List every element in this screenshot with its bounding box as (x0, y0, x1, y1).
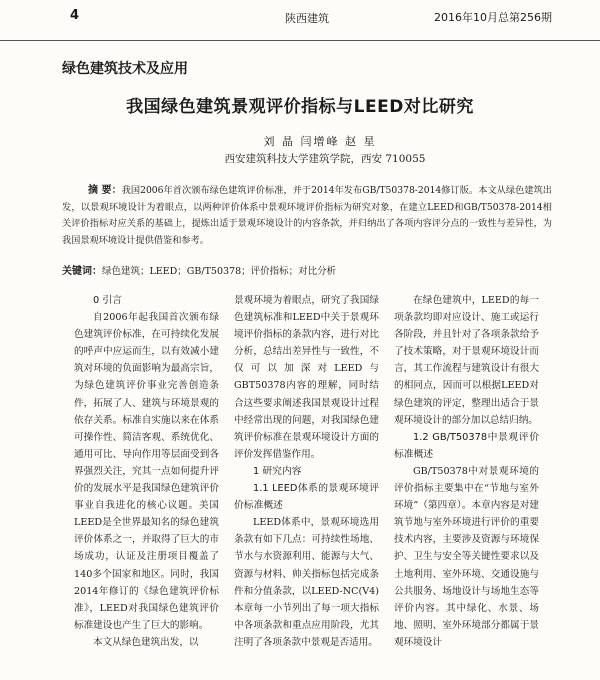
section-heading-intro: 0 引言 (93, 295, 122, 306)
abstract-label: 摘 要： (88, 185, 122, 196)
journal-name: 陕西建筑 (285, 12, 329, 25)
keywords-label: 关键词： (62, 266, 102, 277)
body-paragraph: 本文从绿色建筑出发，以 (93, 636, 199, 648)
issue-info: 2016年10月总第256期 (434, 11, 552, 24)
body-paragraph: GB/T50378中对景观环境的评价指标主要集中在“节地与室外环境”（第四章）。本章内容是对建筑节地与室外环境进行评价的重要技术内容，主要涉及资源与环境保护、卫生与安全等关键性要求以及土地利用、室外环境、交通设施与公共服务、场地设计与场地生态等评价内容。其中绿化、水景、场地、照明、室外环境部分都属于景观环境设计 (394, 465, 539, 648)
authors: 刘 晶 闫增峰 赵 星 (263, 135, 377, 148)
keywords (62, 264, 552, 280)
section-heading-1: 1 研究内容 (253, 465, 302, 477)
body-paragraph: 自2006年起我国首次颁布绿色建筑评价标准，在可持续化发展的呼声中应运而生，以有效减小建筑对环境的负面影响为最高宗旨，为绿色建筑评价事业完善创造条件，拓展了人、建筑与环境景观的依存关系。标准自实施以来在体系可操作性、简洁客观、系统优化、通用可比、导向作用等层面受到各界强烈关注，究其一点如何提升评价的发展水平是我国绿色建筑评价事业自我进化的核心议题。美国LEED是全世界最知名的绿色建筑评价体系之一，并取得了巨大的市场成功，认证及注册项目覆盖了140多个国家和地区。同时，我国2014年修订的《绿色建筑评价标准》，LEED对我国绿色建筑评价标准建设也产生了巨大的影响。 (74, 312, 219, 631)
body-paragraph: 景观环境为着眼点，研究了我国绿色建筑标准和LEED中关于景观环境评价指标的条款内容，进行对比分析，总结出差异性与一致性，不仅可以加深对LEED与GBT50378内容的理解，同时结合这些要求阐述我国景观设计过程中经常出现的问题，对我国绿色建筑评价标准在景观环境设计方面的评价发挥借鉴作用。 (234, 295, 379, 460)
abstract-text: 我国2006年首次颁布绿色建筑评价标准，并于2014年发布GB/T50378-2014修订版。本文从绿色建筑出发，以景观环境设计为着眼点，以两种评价体系中景观环境评价指标为研究对象，在建立LEED和GB/T50378-2014相关评价指标对应关系的基础上，提炼出适于景观环境设计的内容条款，并归纳出了各项内容评分点的一致性与差异性，为我国景观环境设计提供借鉴和参考。 (62, 185, 552, 246)
running-header (0, 0, 600, 41)
section-tag: 绿色建筑技术及应用 (62, 61, 188, 77)
keywords-text: 绿色建筑；LEED；GB/T50378；评价指标；对比分析 (102, 266, 337, 277)
abstract (62, 183, 552, 249)
affiliation: 西安建筑科技大学建筑学院，西安 710055 (224, 153, 426, 165)
column-1 (74, 292, 219, 680)
page-number: 4 (70, 8, 80, 23)
column-3 (394, 292, 539, 680)
section-heading-1-1: 1.1 LEED体系的景观环境评价标准概述 (234, 483, 379, 512)
section-heading-1-2: 1.2 GB/T50378中景观评价标准概述 (394, 431, 539, 460)
body-paragraph: 在绿色建筑中，LEED的每一项条款均即对应设计、施工或运行各阶段，并且针对了各项条款给予了技术策略，对于景观环境设计而言，其工作流程与建筑设计有很大的相同点，因而可以根据LEED对绿色建筑的评定，整理出适合于景观环境设计的部分加以总结归纳。 (394, 295, 539, 426)
column-2 (234, 292, 379, 680)
body-paragraph: LEED体系中，景观环境选用条款有如下几点：可持续性场地、节水与水资源利用、能源与大气、资源与材料、帅关指标包括完成条件和分值条款，以LEED-NC(V4)本章每一小节列出了每一项大指标中各项条款和重点应用阶段，尤其注明了各项条款中景观是否适用。 (234, 517, 379, 648)
paper-title: 我国绿色建筑景观评价指标与LEED对比研究 (126, 97, 474, 117)
